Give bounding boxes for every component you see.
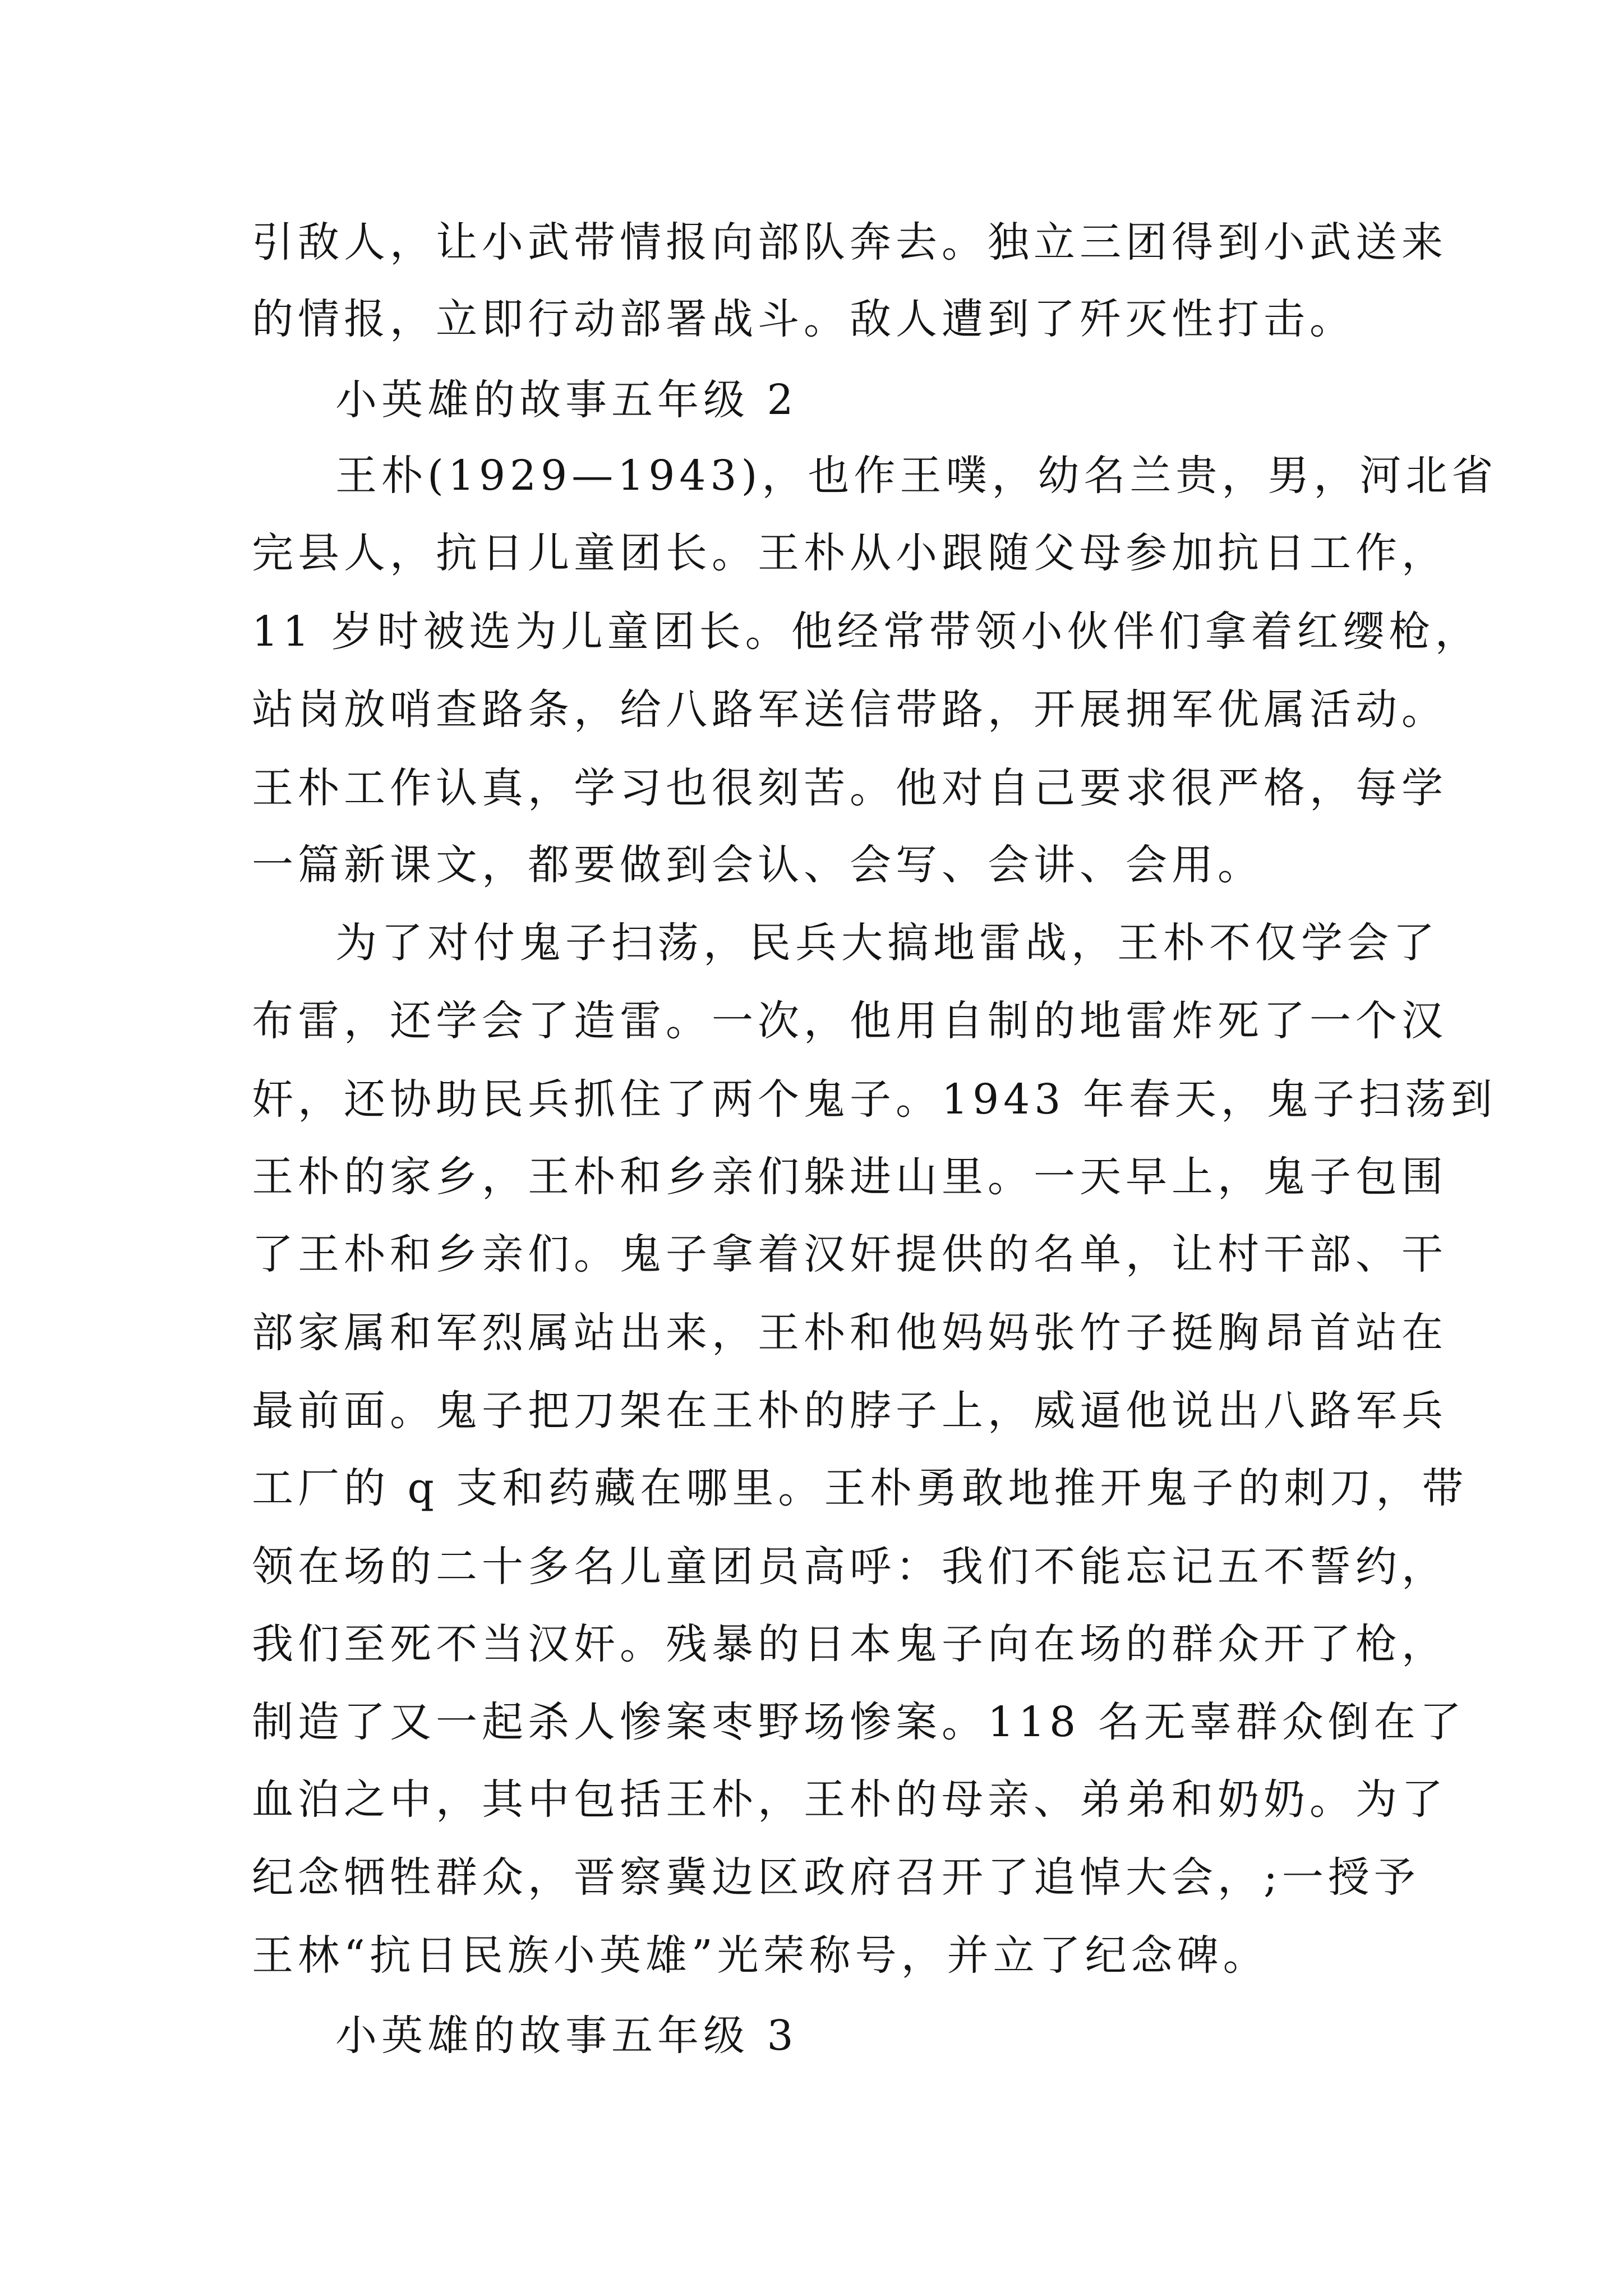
text-line: 为了对付鬼子扫荡，民兵大搞地雷战，王朴不仅学会了 (335, 919, 1439, 967)
text-line: 领在场的二十多名儿童团员高呼：我们不能忘记五不誓约， (252, 1543, 1447, 1591)
section-heading: 小英雄的故事五年级 2 (335, 376, 798, 424)
text-line: 血泊之中，其中包括王朴，王朴的母亲、弟弟和奶奶。为了 (252, 1775, 1447, 1824)
text-line: 站岗放哨查路条，给八路军送信带路，开展拥军优属活动。 (252, 685, 1447, 734)
text-line: 王朴(1929—1943)，也作王噗，幼名兰贵，男，河北省 (335, 452, 1498, 500)
text-line: 奸，还协助民兵抓住了两个鬼子。1943 年春天，鬼子扫荡到 (252, 1075, 1497, 1124)
text-line: 了王朴和乡亲们。鬼子拿着汉奸提供的名单，让村干部、干 (252, 1230, 1447, 1278)
text-line: 王林“抗日民族小英雄”光荣称号，并立了纪念碑。 (252, 1931, 1269, 1980)
text-line: 部家属和军烈属站出来，王朴和他妈妈张竹子挺胸昂首站在 (252, 1309, 1447, 1357)
text-line: 最前面。鬼子把刀架在王朴的脖子上，威逼他说出八路军兵 (252, 1387, 1447, 1435)
text-line: 王朴工作认真，学习也很刻苦。他对自己要求很严格，每学 (252, 764, 1447, 812)
text-line: 引敌人，让小武带情报向部队奔去。独立三团得到小武送来 (252, 218, 1447, 266)
text-line: 制造了又一起杀人惨案枣野场惨案。118 名无辜群众倒在了 (252, 1698, 1466, 1746)
text-line: 布雷，还学会了造雷。一次，他用自制的地雷炸死了一个汉 (252, 997, 1447, 1045)
text-line: 我们至死不当汉奸。残暴的日本鬼子向在场的群众开了枪， (252, 1620, 1447, 1668)
text-line: 11 岁时被选为儿童团长。他经常带领小伙伴们拿着红缨枪， (252, 608, 1481, 656)
section-heading: 小英雄的故事五年级 3 (335, 2012, 798, 2060)
text-line: 纪念牺牲群众，晋察冀边区政府召开了追悼大会，;一授予 (252, 1853, 1420, 1902)
text-line: 工厂的 q 支和药藏在哪里。王朴勇敢地推开鬼子的刺刀，带 (252, 1464, 1468, 1512)
text-line: 王朴的家乡，王朴和乡亲们躲进山里。一天早上，鬼子包围 (252, 1153, 1447, 1201)
text-line: 一篇新课文，都要做到会认、会写、会讲、会用。 (252, 841, 1264, 889)
text-line: 的情报，立即行动部署战斗。敌人遭到了歼灭性打击。 (252, 295, 1355, 343)
text-line: 完县人，抗日儿童团长。王朴从小跟随父母参加抗日工作， (252, 529, 1447, 577)
